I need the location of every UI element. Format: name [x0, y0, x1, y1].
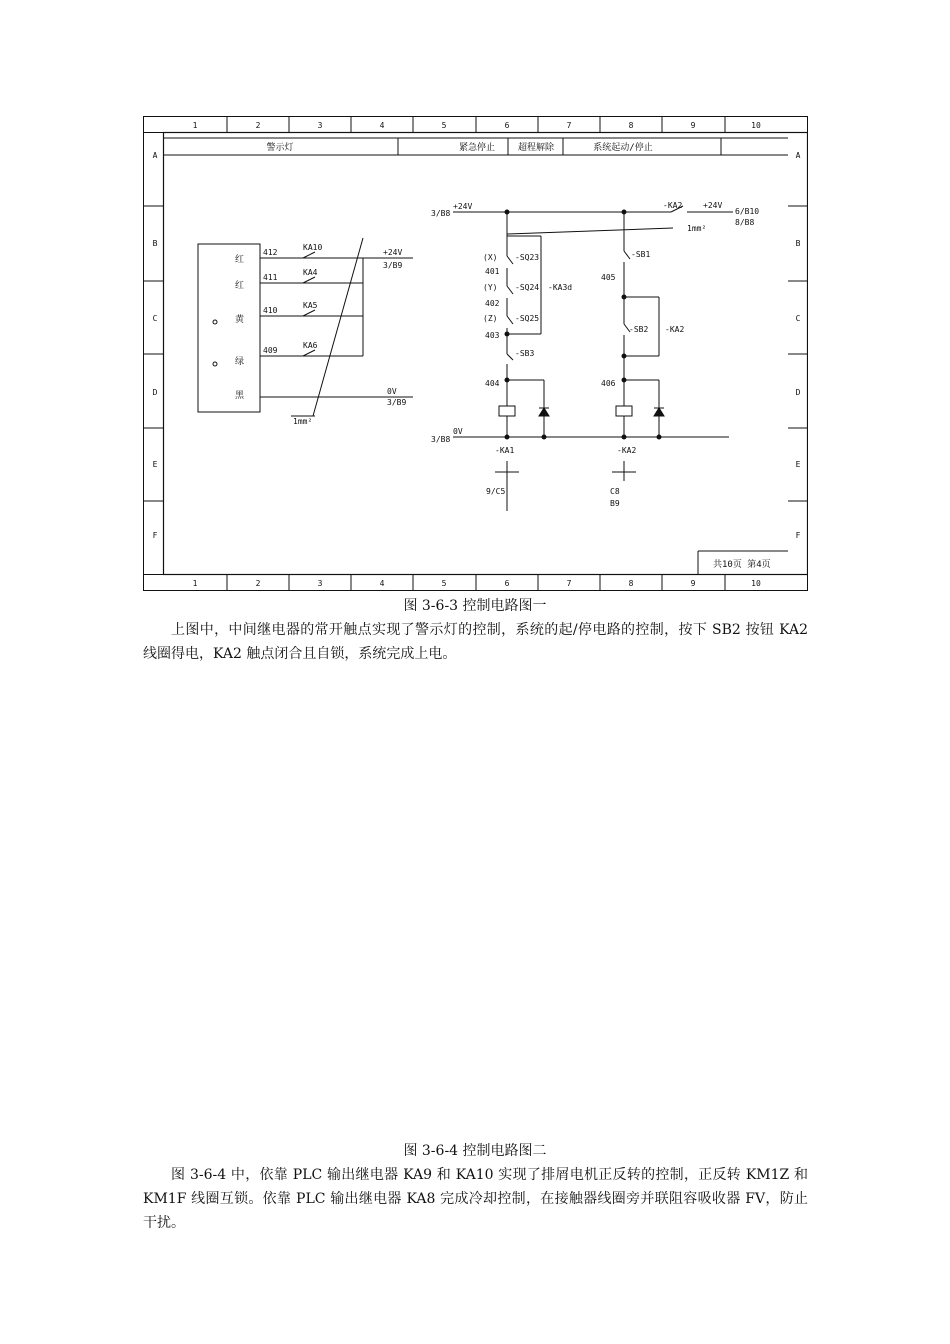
- axis-x: (X): [483, 253, 498, 262]
- left-power-ref: 3/B9: [383, 261, 403, 270]
- wire-412: 412: [263, 248, 278, 257]
- ka2-top: -KA2: [663, 201, 683, 210]
- col-label: 10: [751, 579, 761, 588]
- right-top-ref: 3/B8: [431, 209, 451, 218]
- coil-ka1: -KA1: [495, 446, 515, 455]
- right-labels: [431, 201, 759, 508]
- col-label: 7: [566, 579, 572, 588]
- row-label: F: [795, 531, 801, 540]
- wire-402: 402: [485, 299, 500, 308]
- cable-right: 1mm²: [687, 224, 707, 233]
- ka2-top-ref-1: 6/B10: [735, 207, 760, 216]
- row-label: D: [795, 388, 801, 397]
- bottom-zero: 0V: [453, 427, 463, 436]
- control-circuit-diagram: [143, 116, 808, 591]
- sb3: -SB3: [515, 349, 535, 358]
- wire-401: 401: [485, 267, 500, 276]
- wire-409: 409: [263, 346, 278, 355]
- cable-left: 1mm²: [293, 417, 313, 426]
- wire-404: 404: [485, 379, 500, 388]
- col-label: 8: [628, 121, 634, 130]
- start-stop-circuit: [453, 206, 733, 511]
- header-warning-lamp: 警示灯: [266, 143, 294, 153]
- lamp-color-labels: [235, 253, 245, 401]
- lamp-yellow: 红: [235, 281, 245, 291]
- lamp-black: 黑: [235, 391, 245, 401]
- left-zero-ref: 3/B9: [387, 398, 407, 407]
- row-label: B: [152, 239, 158, 248]
- lamp-green: 绿: [235, 357, 245, 367]
- col-label: 4: [379, 579, 385, 588]
- row-label: A: [795, 151, 801, 160]
- ka2-contact: -KA2: [665, 325, 685, 334]
- left-power: +24V: [383, 248, 403, 257]
- col-label: 8: [628, 579, 634, 588]
- coil-ka2: -KA2: [617, 446, 637, 455]
- sb2: -SB2: [629, 325, 649, 334]
- wire-410: 410: [263, 306, 278, 315]
- warning-lamp-block: [198, 238, 413, 416]
- col-label: 2: [255, 121, 261, 130]
- row-label: C: [795, 314, 801, 323]
- header-emergency-stop: 紧急停止: [458, 143, 496, 153]
- ka2-ref-2: B9: [610, 499, 620, 508]
- row-label: B: [795, 239, 801, 248]
- ka2-ref-1: C8: [610, 487, 620, 496]
- row-label: E: [795, 460, 801, 469]
- ka3d: -KA3d: [548, 283, 573, 292]
- col-label: 6: [504, 579, 510, 588]
- relay-ka10: KA10: [303, 243, 323, 252]
- col-label: 5: [441, 121, 447, 130]
- figure-caption-1: 图 3-6-3 控制电路图一: [403, 598, 547, 614]
- right-top-power: +24V: [453, 202, 473, 211]
- ka2-top-ref-2: 8/B8: [735, 218, 755, 227]
- row-label: A: [152, 151, 158, 160]
- column-dividers: [227, 116, 725, 591]
- lamp-red: 红: [235, 255, 245, 265]
- header-system-start-stop: 系统起动/停止: [593, 143, 653, 153]
- wire-411: 411: [263, 273, 278, 282]
- col-label: 1: [192, 121, 198, 130]
- left-labels: [263, 243, 406, 426]
- sq25: -SQ25: [515, 314, 540, 323]
- axis-y: (Y): [483, 283, 498, 292]
- col-label: 10: [751, 121, 761, 130]
- col-label: 1: [192, 579, 198, 588]
- relay-ka5: KA5: [303, 301, 318, 310]
- row-label: C: [152, 314, 158, 323]
- relay-ka4: KA4: [303, 268, 318, 277]
- wire-403: 403: [485, 331, 500, 340]
- header-overtravel-release: 超程解除: [517, 143, 555, 153]
- col-label: 2: [255, 579, 261, 588]
- frame-outer: [144, 117, 808, 591]
- page-count: 共10页 第4页: [713, 560, 771, 570]
- col-label: 4: [379, 121, 385, 130]
- figure-caption-2: 图 3-6-4 控制电路图二: [403, 1143, 547, 1159]
- row-label: E: [152, 460, 158, 469]
- left-zero: 0V: [387, 387, 397, 396]
- lamp-yellow-2: 黄: [235, 315, 245, 325]
- wire-406: 406: [601, 379, 616, 388]
- wire-405: 405: [601, 273, 616, 282]
- ka1-ref: 9/C5: [486, 487, 506, 496]
- sq24: -SQ24: [515, 283, 540, 292]
- row-label: F: [152, 531, 158, 540]
- row-dividers: [143, 206, 808, 501]
- paragraph-1: 上图中，中间继电器的常开触点实现了警示灯的控制，系统的起/停电路的控制，按下 SB2 按钮 KA2 线圈得电，KA2 触点闭合且自锁，系统完成上电。: [143, 622, 808, 662]
- paragraph-2: 图 3-6-4 中，依靠 PLC 输出继电器 KA9 和 KA10 实现了排屑电机正反转的控制，正反转 KM1Z 和 KM1F 线圈互锁。依靠 PLC 输出继电器 KA8 完成冷却控制，在接触器线圈旁并联阻容吸收器 FV，防止干扰。: [143, 1167, 808, 1231]
- col-label: 3: [317, 579, 323, 588]
- sb1: -SB1: [631, 250, 651, 259]
- col-label: 3: [317, 121, 323, 130]
- col-label: 9: [690, 579, 696, 588]
- row-label: D: [152, 388, 158, 397]
- col-label: 5: [441, 579, 447, 588]
- col-label: 6: [504, 121, 510, 130]
- col-label: 7: [566, 121, 572, 130]
- axis-z: (Z): [483, 314, 498, 323]
- sq23: -SQ23: [515, 253, 540, 262]
- col-label: 9: [690, 121, 696, 130]
- bottom-ref: 3/B8: [431, 435, 451, 444]
- relay-ka6: KA6: [303, 341, 318, 350]
- ka2-top-power: +24V: [703, 201, 723, 210]
